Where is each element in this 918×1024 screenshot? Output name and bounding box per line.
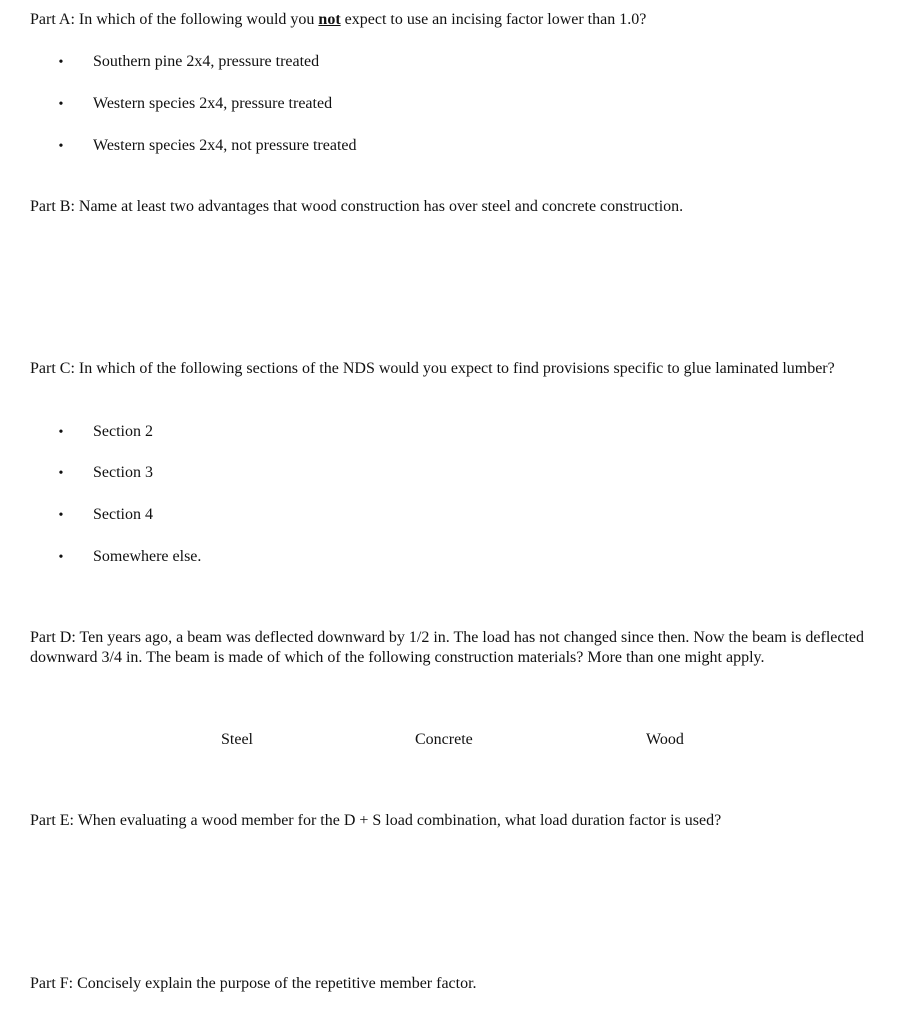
part-a-emphasis: not (318, 11, 341, 28)
part-a-option[interactable] (57, 52, 320, 72)
part-a-option[interactable] (57, 94, 333, 114)
part-a-question (30, 10, 886, 30)
part-a-option-label: Western species 2x4, pressure treated (93, 95, 333, 112)
part-a-suffix: expect to use an incising factor lower than 1.0? (340, 11, 647, 28)
part-c-option-label: Section 4 (93, 506, 153, 523)
part-c-option-label: Section 2 (93, 423, 153, 440)
bullet-icon: • (58, 425, 64, 440)
part-c-option[interactable] (57, 505, 153, 525)
part-f-question: Part F: Concisely explain the purpose of the repetitive member factor. (30, 975, 477, 992)
part-c-option[interactable] (57, 547, 202, 567)
part-d-question: Part D: Ten years ago, a beam was deflected downward by 1/2 in. The load has not changed since then. Now the beam is deflected downward 3/4 in. The beam is made of which of the following construction materials? More than one might apply. (30, 629, 865, 666)
choice-steel[interactable]: Steel (221, 731, 253, 748)
part-a-option[interactable] (57, 136, 357, 156)
part-e-question: Part E: When evaluating a wood member for the D + S load combination, what load duration factor is used? (30, 812, 722, 829)
part-c-option[interactable] (57, 463, 153, 483)
bullet-icon: • (58, 466, 64, 481)
part-c-option[interactable] (57, 422, 153, 442)
part-a-option-label: Southern pine 2x4, pressure treated (93, 53, 320, 70)
part-c-option-label: Somewhere else. (93, 548, 202, 565)
part-b-question: Part B: Name at least two advantages that wood construction has over steel and concrete construction. (30, 198, 684, 215)
choice-concrete[interactable]: Concrete (415, 731, 473, 748)
part-c-question: Part C: In which of the following sections of the NDS would you expect to find provisions specific to glue laminated lumber? (30, 360, 835, 377)
bullet-icon: • (58, 97, 64, 112)
bullet-icon: • (58, 55, 64, 70)
bullet-icon: • (58, 139, 64, 154)
bullet-icon: • (58, 550, 64, 565)
choice-wood[interactable]: Wood (646, 731, 684, 748)
part-a-prefix: Part A: In which of the following would you (30, 11, 319, 28)
part-a-option-label: Western species 2x4, not pressure treated (93, 137, 357, 154)
bullet-icon: • (58, 508, 64, 523)
part-c-option-label: Section 3 (93, 464, 153, 481)
